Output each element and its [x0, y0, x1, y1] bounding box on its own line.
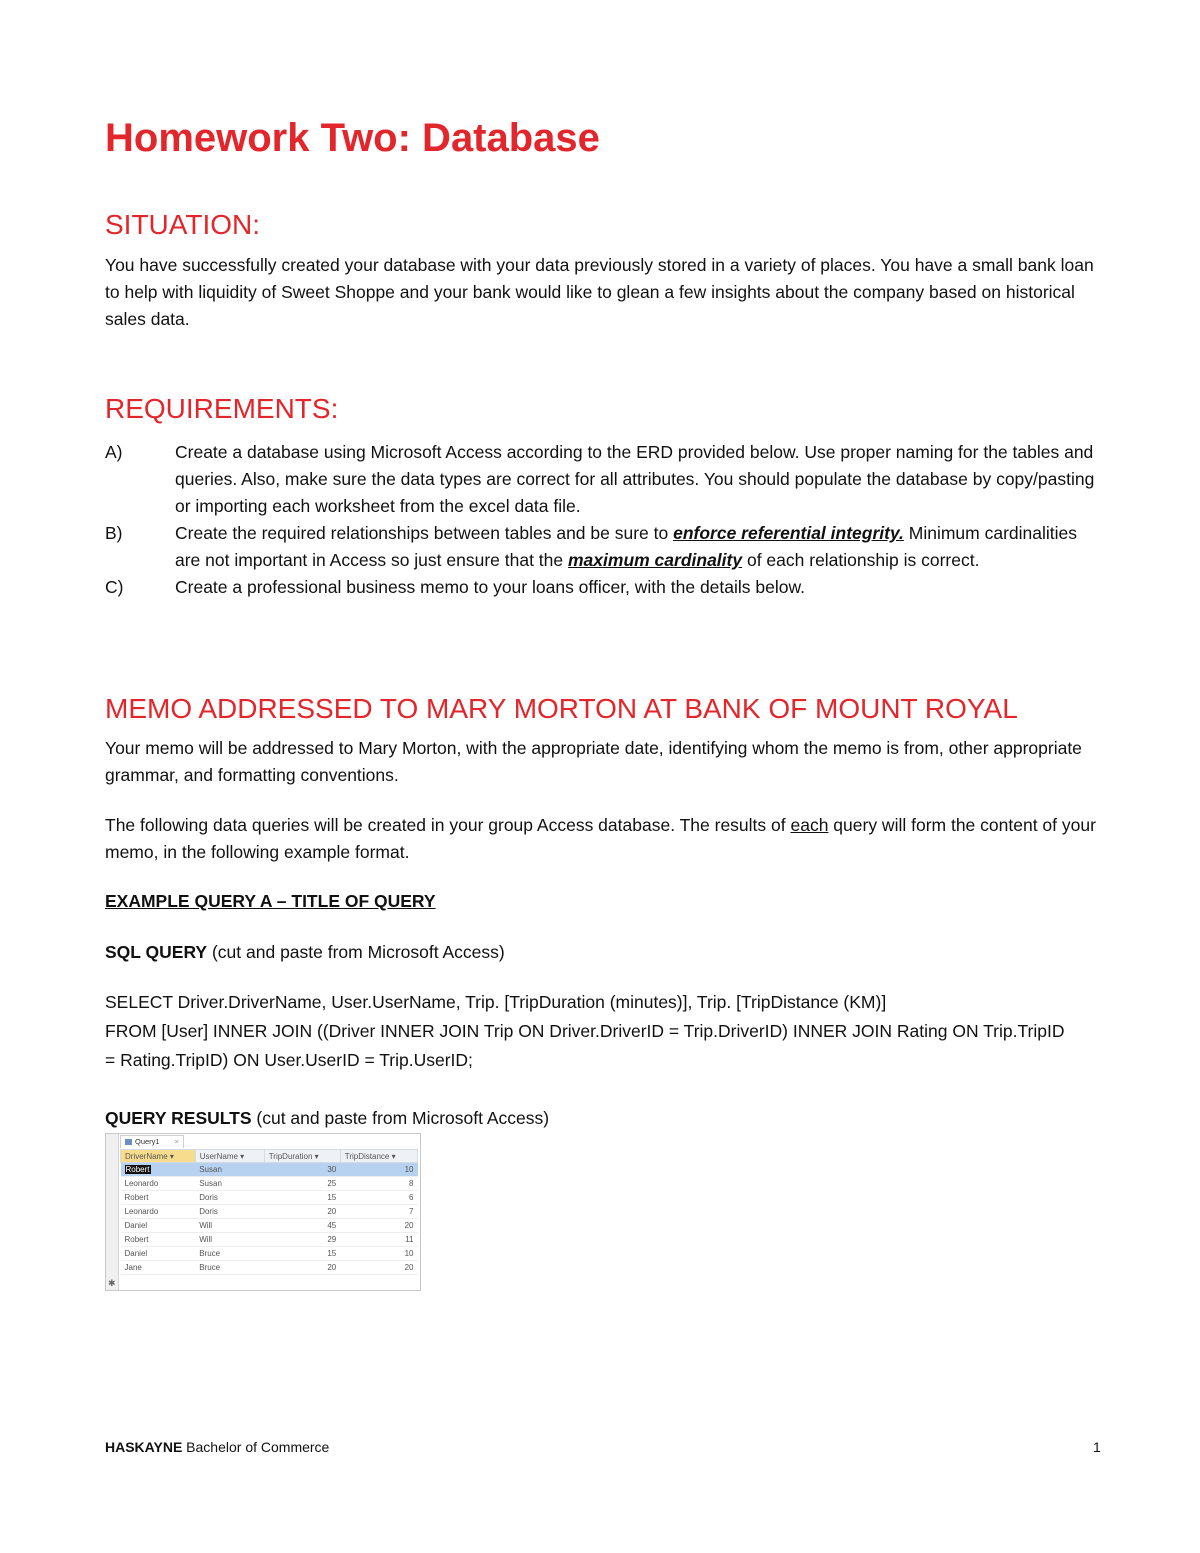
cell-drivername: Daniel [121, 1247, 196, 1261]
cell-drivername: Robert [121, 1163, 196, 1177]
column-header-drivername: DriverName ▾ [121, 1150, 196, 1163]
cell-tripdistance: 10 [340, 1163, 417, 1177]
memo-paragraph-1: Your memo will be addressed to Mary Morton, with the appropriate date, identifying whom the memo is from, other appropriate grammar, and formatting conventions. [105, 738, 1082, 785]
requirements-heading: REQUIREMENTS: [105, 393, 339, 424]
cell-tripdistance: 7 [340, 1205, 417, 1219]
requirement-a [105, 439, 1105, 520]
column-header-username: UserName ▾ [195, 1150, 264, 1163]
requirement-b-pre: Create the required relationships between tables and be sure to [175, 523, 674, 543]
query-tab [120, 1135, 184, 1148]
query-icon [125, 1139, 132, 1145]
requirement-b-post: of each relationship is correct. [742, 550, 980, 570]
sql-query-label [105, 939, 505, 966]
query-results-table [120, 1149, 418, 1275]
table-row [121, 1177, 418, 1191]
cell-username: Doris [195, 1205, 264, 1219]
requirements-list [105, 439, 1105, 601]
cell-username: Will [195, 1233, 264, 1247]
situation-text: You have successfully created your database with your data previously stored in a variety of places. You have a small bank loan to help with liquidity of Sweet Shoppe and your bank would like to glean a few insights about the company based on historical sales data. [105, 255, 1094, 329]
cell-username: Susan [195, 1177, 264, 1191]
cell-username: Doris [195, 1191, 264, 1205]
cell-tripduration: 30 [264, 1163, 340, 1177]
table-row [121, 1219, 418, 1233]
cell-tripdistance: 6 [340, 1191, 417, 1205]
cell-tripdistance: 10 [340, 1247, 417, 1261]
cell-drivername: Robert [121, 1233, 196, 1247]
cell-tripduration: 45 [264, 1219, 340, 1233]
query-results-screenshot [105, 1133, 421, 1291]
query-tab-label: Query1 [135, 1137, 160, 1146]
footer-brand: HASKAYNE [105, 1439, 183, 1455]
requirement-c-text: Create a professional business memo to your loans officer, with the details below. [175, 577, 806, 597]
sql-query-text [105, 988, 1065, 1075]
cell-drivername: Leonardo [121, 1177, 196, 1191]
new-record-icon: ✱ [108, 1278, 116, 1288]
cell-tripduration: 15 [264, 1247, 340, 1261]
cell-tripdistance: 20 [340, 1261, 417, 1275]
memo-paragraph-2-post: query will form the content of your memo, in the following example format. [105, 815, 1096, 862]
cell-username: Bruce [195, 1247, 264, 1261]
table-row [121, 1191, 418, 1205]
table-row [121, 1163, 418, 1177]
cell-tripduration: 20 [264, 1205, 340, 1219]
cell-tripduration: 15 [264, 1191, 340, 1205]
sql-line-1: SELECT Driver.DriverName, User.UserName, Trip. [TripDuration (minutes)], Trip. [TripDistance (KM)] [105, 992, 887, 1012]
table-row [121, 1205, 418, 1219]
table-header-row [121, 1150, 418, 1163]
requirement-b [105, 520, 1105, 574]
cell-tripdistance: 11 [340, 1233, 417, 1247]
cell-drivername: Daniel [121, 1219, 196, 1233]
cell-drivername: Robert [121, 1191, 196, 1205]
memo-heading: MEMO ADDRESSED TO MARY MORTON AT BANK OF MOUNT ROYAL [105, 693, 1018, 724]
footer-left [105, 1439, 329, 1455]
close-icon: × [174, 1137, 179, 1146]
memo-paragraph-2 [105, 812, 1105, 866]
cell-drivername: Leonardo [121, 1205, 196, 1219]
sql-line-2: FROM [User] INNER JOIN ((Driver INNER JOIN Trip ON Driver.DriverID = Trip.DriverID) INNER JOIN Rating ON Trip.TripID = Rating.TripID) ON User.UserID = Trip.UserID; [105, 1021, 1065, 1070]
requirement-a-text: Create a database using Microsoft Access according to the ERD provided below. Use proper naming for the tables and queries. Also, make sure the data types are correct for all attributes. You should populate the database by copy/pasting or importing each worksheet from the excel data file. [175, 442, 1095, 516]
memo-paragraph-2-pre: The following data queries will be created in your group Access database. The results of [105, 815, 791, 835]
cell-tripdistance: 20 [340, 1219, 417, 1233]
requirement-b-emphasis-cardinality: maximum cardinality [568, 550, 743, 570]
requirement-c [105, 574, 1105, 601]
memo-paragraph-2-each: each [790, 815, 829, 835]
cell-username: Susan [195, 1163, 264, 1177]
column-header-tripdistance: TripDistance ▾ [340, 1150, 417, 1163]
cell-tripduration: 25 [264, 1177, 340, 1191]
table-row [121, 1247, 418, 1261]
query-results-label-bold: QUERY RESULTS [105, 1108, 252, 1128]
requirement-a-label: A) [105, 442, 123, 462]
navigation-strip [106, 1134, 119, 1290]
example-query-title: EXAMPLE QUERY A – TITLE OF QUERY [105, 891, 436, 911]
query-results-label-rest: (cut and paste from Microsoft Access) [251, 1108, 550, 1128]
cell-drivername: Jane [121, 1261, 196, 1275]
column-header-tripduration: TripDuration ▾ [264, 1150, 340, 1163]
requirement-b-mid: Minimum cardinalities are not important in Access so just ensure that the [175, 523, 1078, 570]
query-results-label [105, 1105, 549, 1132]
footer-program: Bachelor of Commerce [182, 1439, 330, 1455]
page-number: 1 [1093, 1439, 1101, 1455]
cell-tripduration: 29 [264, 1233, 340, 1247]
requirement-b-emphasis-integrity: enforce referential integrity. [673, 523, 904, 543]
requirement-b-label: B) [105, 523, 123, 543]
table-row [121, 1261, 418, 1275]
requirement-c-label: C) [105, 577, 124, 597]
cell-tripdistance: 8 [340, 1177, 417, 1191]
sql-query-label-rest: (cut and paste from Microsoft Access) [207, 942, 505, 962]
cell-tripduration: 20 [264, 1261, 340, 1275]
table-row [121, 1233, 418, 1247]
cell-username: Bruce [195, 1261, 264, 1275]
situation-heading: SITUATION: [105, 209, 261, 240]
sql-query-label-bold: SQL QUERY [105, 942, 208, 962]
requirement-b-text [175, 520, 1105, 574]
page-title: Homework Two: Database [105, 116, 600, 160]
cell-username: Will [195, 1219, 264, 1233]
